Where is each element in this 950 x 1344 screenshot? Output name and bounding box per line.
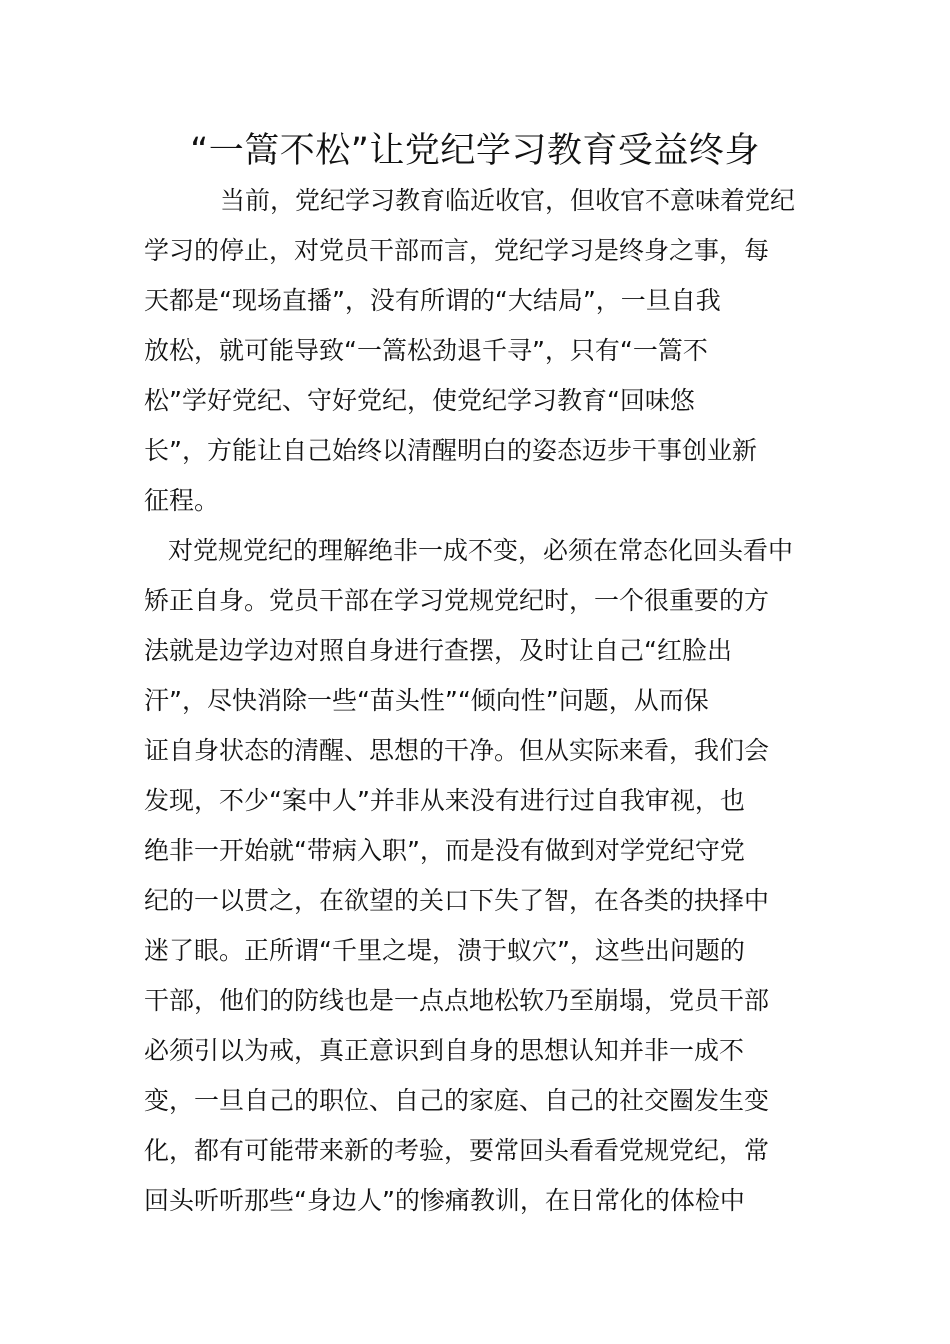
document-title: “一篙不松”让党纪学习教育受益终身: [190, 131, 760, 171]
paragraph-2-line-1: 对党规党纪的理解绝非一成不变，必须在常态化回头看中: [168, 536, 794, 565]
paragraph-2-line-8: 纪的一以贯之，在欲望的关口下失了智，在各类的抉择中: [144, 886, 770, 915]
paragraph-1-line-4: 放松，就可能导致“一篙松劲退千寻”，只有“一篙不: [144, 336, 708, 365]
paragraph-1-line-7: 征程。: [144, 486, 220, 515]
paragraph-2-line-6: 发现，不少“案中人”并非从来没有进行过自我审视，也: [144, 786, 745, 815]
paragraph-2-line-2: 矫正自身。党员干部在学习党规党纪时，一个很重要的方: [144, 586, 770, 615]
paragraph-2-line-13: 化，都有可能带来新的考验，要常回头看看党规党纪，常: [144, 1136, 770, 1165]
paragraph-1-line-2: 学习的停止，对党员干部而言，党纪学习是终身之事，每: [144, 236, 770, 265]
paragraph-2-line-10: 干部，他们的防线也是一点点地松软乃至崩塌，党员干部: [144, 986, 770, 1015]
paragraph-2-line-5: 证自身状态的清醒、思想的干净。但从实际来看，我们会: [144, 736, 770, 765]
paragraph-2-line-11: 必须引以为戒，真正意识到自身的思想认知并非一成不: [144, 1036, 745, 1065]
paragraph-1-line-6: 长”，方能让自己始终以清醒明白的姿态迈步干事创业新: [144, 436, 757, 465]
paragraph-2-line-9: 迷了眼。正所谓“千里之堤，溃于蚁穴”，这些出问题的: [144, 936, 745, 965]
paragraph-2-line-4: 汗”，尽快消除一些“苗头性”“倾向性”问题，从而保: [144, 686, 709, 715]
paragraph-2-line-12: 变，一旦自己的职位、自己的家庭、自己的社交圈发生变: [144, 1086, 770, 1115]
paragraph-1-line-1: 当前，党纪学习教育临近收官，但收官不意味着党纪: [220, 186, 796, 215]
paragraph-1-line-3: 天都是“现场直播”，没有所谓的“大结局”，一旦自我: [144, 286, 721, 315]
paragraph-2-line-3: 法就是边学边对照自身进行查摆，及时让自己“红脸出: [144, 636, 732, 665]
paragraph-2-line-7: 绝非一开始就“带病入职”，而是没有做到对学党纪守党: [144, 836, 745, 865]
paragraph-1-line-5: 松”学好党纪、守好党纪，使党纪学习教育“回味悠: [144, 386, 695, 415]
document-body: [144, 176, 808, 1226]
paragraph-2-line-14: 回头听听那些“身边人”的惨痛教训，在日常化的体检中: [144, 1186, 745, 1215]
